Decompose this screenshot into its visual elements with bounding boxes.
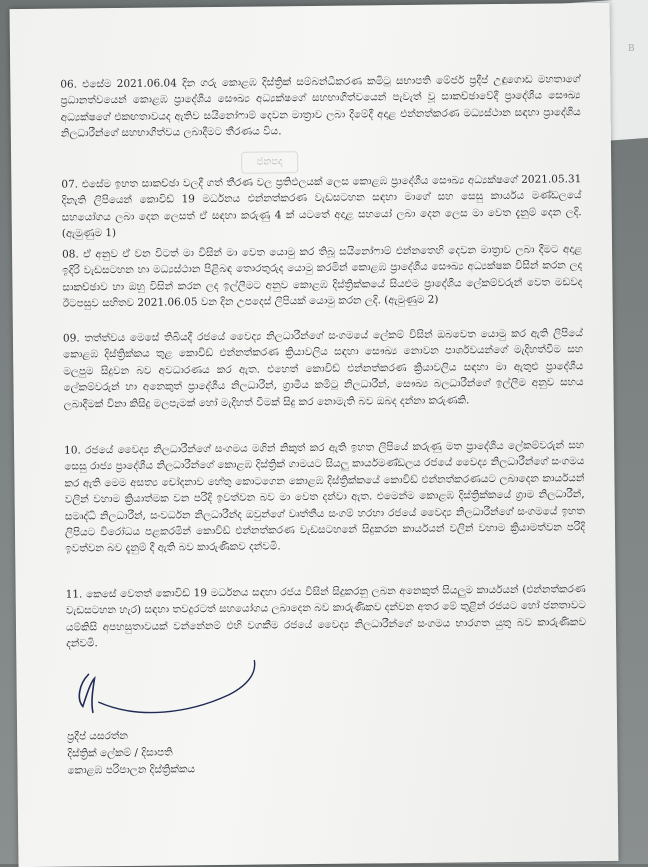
signatory-title: දිස්ත්‍රික් ලේකම් / දිසාපති	[67, 746, 173, 760]
paragraph-09	[63, 325, 584, 412]
paragraph-text: එසේම ඉහත සාකච්ඡා වලදී ගත් තීරණ වල ප්‍රතිඵලයක් ලෙස කොළඹ ප්‍රාදේශීය සෞඛ්‍ය අධ්‍යක්ෂගේ 2021.05.31 දිනැති ලිපියෙන් කොවිඩ් 19 මර්ධනය එන්නත්කරණ වැඩසටහන සඳහා මාගේ සහ සෙසු කාර්යය මණ්ඩලයේ සහයෝගය ලබා දෙන ලෙසත් ඒ සඳහා කරුණු 4 ක් යටතේ අදාළ සහයෝ ලබා දෙන ලෙස මා වෙත දැනුම් දෙන ලදි. (ඇමුණුම 1)	[61, 173, 582, 240]
signatory-name: ප්‍රදීප් යසරත්න	[67, 729, 128, 743]
paragraph-text: ඒ අනුව ඒ වන විටත් මා විසින් මා වෙත යොමු කර තිබූ සයිනෝෆාම් එන්නතෙහි දෙවන මාත්‍රාව ලබා දීමට අදාළ ඉදිරි වැඩසටහන හා මධ්‍යස්ථාන පිළිබඳ තොරතුරුද යොමු කරමින් කොළඹ ප්‍රාදේශීය සෞඛ්‍ය අධ්‍යක්ෂක විසින් කරන ලද සාකච්ඡාව හා ඔහු විසින් කරන ලද ඉල්ලීමට අනුව කොළඹ දිස්ත්‍රික්කයේ සියළුම ප්‍රාදේශීය ලේකම්වරුන් වෙත මඩවද ඊටපසුව සහිතව 2021.06.05 වන දින උපදෙස් ලිපියක් යොමු කරන ලදි. (ඇමුණුම 2)	[62, 243, 583, 310]
paragraph-number: 07.	[61, 178, 79, 191]
paragraph-10	[64, 437, 585, 557]
paragraph-08	[62, 241, 583, 312]
paragraph-text: කෙසේ වෙතත් කොවිඩ් 19 මර්ධනය සඳහා රජය විසින් සිදුකරනු ලබන අනෙකුත් සියලුම කාර්යයන් (එන්නත්කරණ වැඩසටහන හැර) සඳහා තවදුරටත් සහයෝගය ලබාදෙන බව කාරුණිකව දන්වන අතර මේ තුළින් රජයට හෝ ජනතාවට යම්කිසි අපහසුතාවයක් වන්නේනම් එහි වගකීම රජයේ වෛද්‍ය නිලධාරීන්ගේ සංගමය භාරගත යුතු බව කාරුණිකව දන්වමි.	[65, 583, 587, 650]
paragraph-text: රජයේ වෛද්‍ය නිලධාරීන්ගේ සංගමය මගින් නිකුත් කර ඇති ඉහත ලිපියේ කරුණු මත ප්‍රාදේශීය ලේකම්වරුන් සහ සෙසු රාජ්‍ය ප්‍රාදේශීය නිලධාරීන්ගේ කොළඹ දිස්ත්‍රික් ගාමයට සියලු කාර්යමණ්ඩලය රජයේ වෛද්‍ය නිලධාරීන්ගේ සංගමය කර ඇති මෙම අසත්‍ය චෝදනාව හේතු කොටගෙන කොළඹ දිස්ත්‍රික්කයේ කොවිඩ් එන්නත්කරණයට ලබාදෙන කාර්යයන් වලින් වහාම ක්‍රියාත්මක වන පරිදි ඉවත්වන බව මා වෙත දන්වා ඇත. එමෙන්ම කොළඹ දිස්ත්‍රික්කයේ ග්‍රාම නිලධාරීන්, සමෘද්ධි නිලධාරීන්, සංවර්ධන නිලධාරීන්ද ඔවුන්ගේ වෘත්තීය සංගම් හරහා රජයේ වෛද්‍ය නිලධාරීන්ගේ සංගමයේ ඉහත ලිපියට විරෝධය පළකරමින් කොවිඩ් එන්නත්කරණ වැඩසටහනේ සිදුකරන කාර්යයන් වලින් වහාම ක්‍රියාමත්වන පරිදි ඉවත්වන බව දැනුම් දී ඇති බව කාරුණිකව දන්වමි.	[64, 439, 586, 556]
paragraph-number: 06.	[60, 78, 78, 91]
paragraph-07	[61, 171, 582, 242]
paragraph-number: 10.	[64, 444, 81, 457]
signatory-district: කොළඹ පරිපාලන දිස්ත්‍රික්කය	[67, 763, 196, 777]
faded-stamp: ජනපද	[241, 151, 298, 174]
paragraph-number: 11.	[65, 588, 83, 601]
paragraph-11	[66, 581, 587, 652]
background-page-mark: B	[628, 44, 635, 54]
paragraph-number: 08.	[62, 248, 79, 261]
paragraph-number: 09.	[62, 332, 80, 345]
signatory-block	[67, 727, 268, 780]
paragraph-06	[60, 71, 581, 168]
document-sheet	[10, 3, 619, 867]
paragraph-text: එසේම 2021.06.04 දින ගරු කොළඹ දිස්ත්‍රික් සම්බන්ධීකරණ කමිටු සභාපති මේජර් ප්‍රදීප් උඳුගොඩ මහතාගේ ප්‍රධානත්වයෙන් කොළඹ ප්‍රාදේශීය සෞඛ්‍ය අධ්‍යක්ෂගේ සහභාගීත්වයෙන් පැවැත් වූ සාකච්ඡාවේදී ප්‍රාදේශීය සෞඛ්‍ය අධ්‍යක්ෂගේ එකඟතාවයද ඇතිව සයිනෝෆාම් දෙවන මාත්‍රාව ලබා දීමේදී අදාළ එන්නත්කරණ මධ්‍යස්ථාන සඳහා ප්‍රාදේශීය නිලධාරීන්ගේ සහභාගීත්වය ලබාදීමට තීරණය විය.	[60, 73, 581, 140]
handwritten-signature	[68, 642, 269, 724]
paragraph-text: තත්ත්වය මෙසේ තිබියදී රජයේ වෛද්‍ය නිලධාරීන්ගේ සංගමයේ ලේකම් විසින් ඔබවෙත යොමු කර ඇති ලිපියේ කොළඹ දිස්ත්‍රික්කය තුළ කොවිඩ් එන්නත්කරණ ක්‍රියාවලිය සඳහා සෞඛ්‍ය නොවන පාර්ශවයන්ගේ මැදිහත්වීම සහ මලපුම සිදුවන බව අවධාරණය කර ඇත. එහෙත් කොවිඩ් එන්නත්කරණ ක්‍රියාවලිය සඳහා මා ඇතුළු ප්‍රාදේශීය ලේකම්වරුන් හා අනෙකුත් ප්‍රාදේශීය නිලධාරීන්, ග්‍රාමීය කමිටු නිලධාරීන්, සෞඛ්‍ය බලධාරීන්ගේ ඉල්ලීම අනුව සහය ලබාදීමක් විනා කිසිදු මලපැමක් හෝ මැදිහත් වීමක් සිදු කර නොමැති බව ඔබද දන්නා කරුණකි.	[63, 327, 584, 411]
